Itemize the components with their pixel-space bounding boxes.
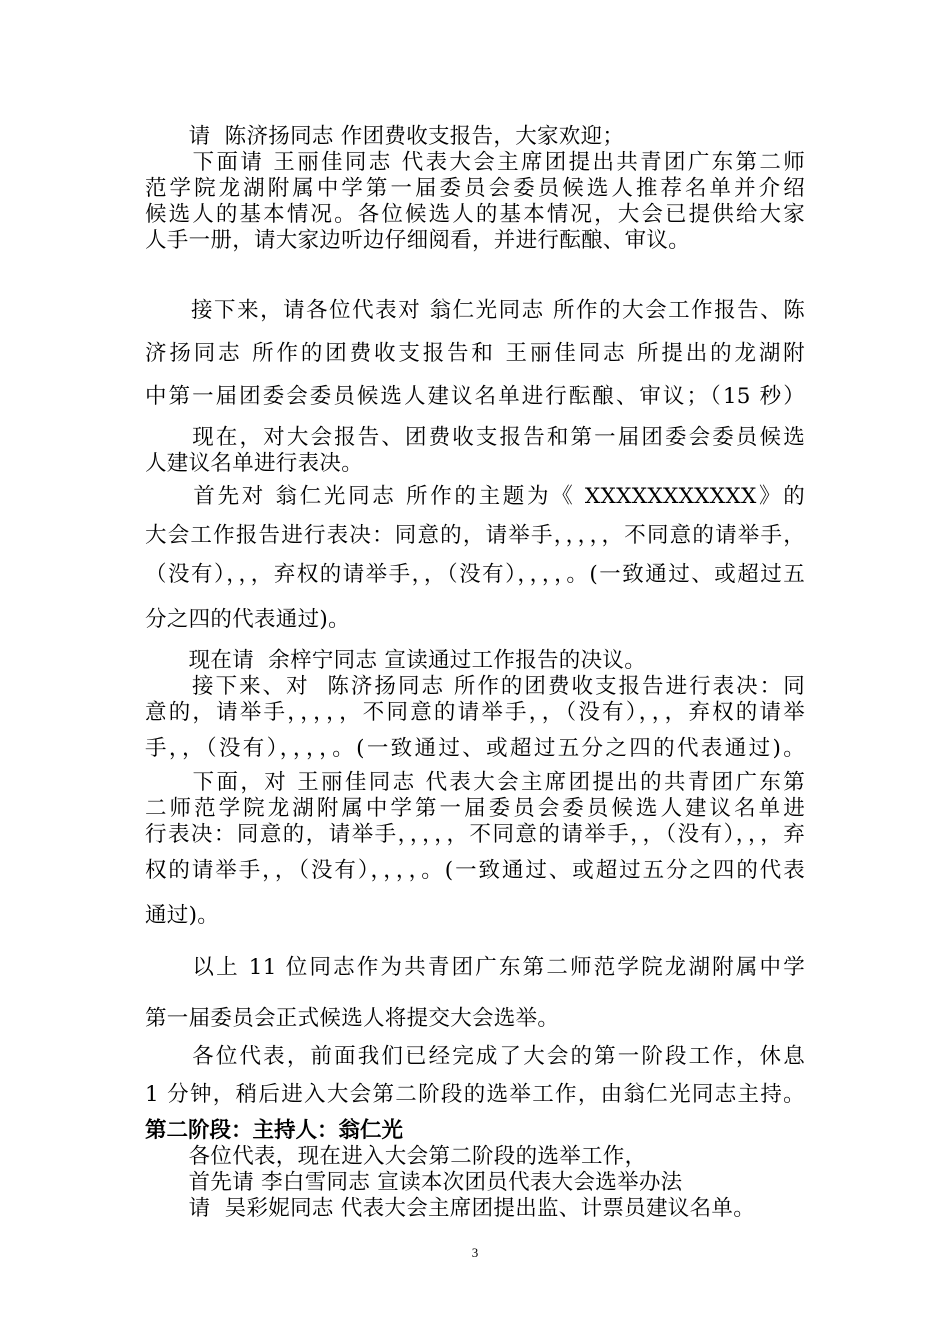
text-line: 首先对 翁仁光同志 所作的主题为《 XXXXXXXXXXX》的	[145, 484, 805, 509]
text-line: 1 分钟，稍后进入大会第二阶段的选举工作，由翁仁光同志主持。	[145, 1082, 805, 1107]
text-line: （没有），，，弃权的请举手，，（没有），，，，。(一致通过、或超过五	[145, 562, 805, 587]
text-line: 下面请 王丽佳同志 代表大会主席团提出共青团广东第二师	[145, 150, 805, 175]
text-line: 现在请 余梓宁同志 宣读通过工作报告的决议。	[145, 648, 647, 673]
text-line: 接下来、对 陈济扬同志 所作的团费收支报告进行表决：同	[145, 674, 805, 699]
text-line: 权的请举手，，（没有），，，，。(一致通过、或超过五分之四的代表	[145, 858, 805, 883]
text-line: 第一届委员会正式候选人将提交大会选举。	[145, 1006, 560, 1031]
text-line: 候选人的基本情况。各位候选人的基本情况，大会已提供给大家	[145, 202, 805, 227]
text-line: 意的，请举手，，，，，不同意的请举手，，（没有），，，弃权的请举	[145, 700, 805, 725]
text-line: 大会工作报告进行表决：同意的，请举手，，，，，不同意的请举手，	[145, 523, 805, 548]
text-line: 范学院龙湖附属中学第一届委员会委员候选人推荐名单并介绍	[145, 176, 805, 201]
text-line: 二师范学院龙湖附属中学第一届委员会委员候选人建议名单进	[145, 796, 805, 821]
text-line: 济扬同志 所作的团费收支报告和 王丽佳同志 所提出的龙湖附	[145, 341, 805, 366]
text-line: 手，，（没有），，，，。(一致通过、或超过五分之四的代表通过)。	[145, 736, 805, 761]
text-line: 人建议名单进行表决。	[145, 451, 364, 476]
text-line: 分之四的代表通过)。	[145, 607, 350, 632]
text-line: 下面，对 王丽佳同志 代表大会主席团提出的共青团广东第	[145, 770, 805, 795]
text-line: 首先请 李白雪同志 宣读本次团员代表大会选举办法	[145, 1170, 683, 1195]
text-line: 各位代表，现在进入大会第二阶段的选举工作，	[145, 1144, 647, 1169]
text-line: 以上 11 位同志作为共青团广东第二师范学院龙湖附属中学	[145, 955, 805, 980]
text-line: 请 陈济扬同志 作团费收支报告，大家欢迎；	[145, 124, 625, 149]
text-line: 接下来，请各位代表对 翁仁光同志 所作的大会工作报告、陈	[145, 298, 805, 323]
text-line: 行表决：同意的，请举手，，，，，不同意的请举手，，（没有），，，弃	[145, 822, 805, 847]
text-line: 各位代表，前面我们已经完成了大会的第一阶段工作，休息	[145, 1044, 805, 1069]
page-number: 3	[471, 1245, 479, 1260]
text-line: 中第一届团委会委员候选人建议名单进行酝酿、审议；（15 秒）	[145, 384, 805, 409]
text-line: 通过)。	[145, 903, 220, 928]
section-heading: 第二阶段：主持人：翁仁光	[145, 1118, 404, 1143]
text-line: 请 吴彩妮同志 代表大会主席团提出监、计票员建议名单。	[145, 1196, 756, 1221]
text-line: 现在，对大会报告、团费收支报告和第一届团委会委员候选	[145, 425, 805, 450]
text-line: 人手一册，请大家边听边仔细阅看，并进行酝酿、审议。	[145, 228, 691, 253]
